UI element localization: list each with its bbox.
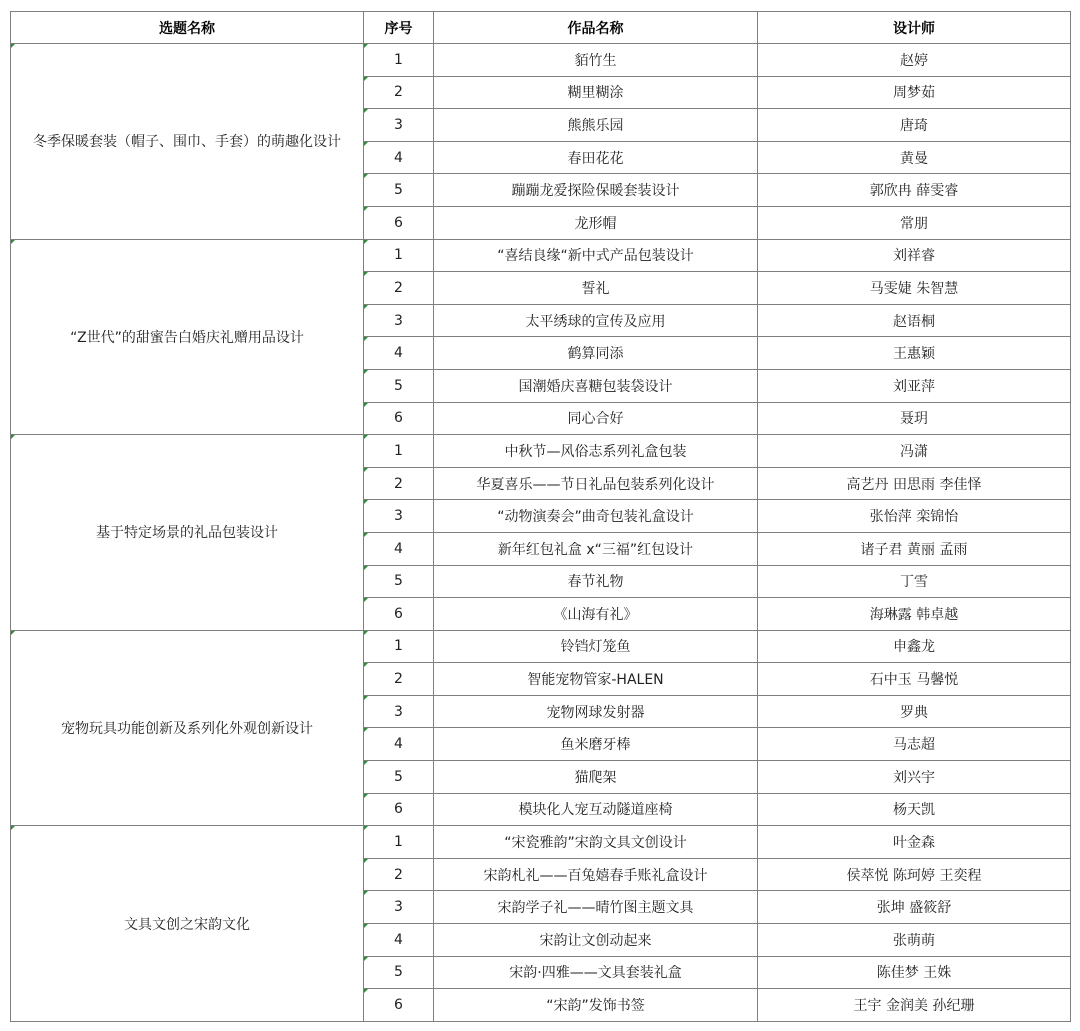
designer-cell: 陈佳梦 王姝 <box>758 956 1071 989</box>
number-cell: 1 <box>364 44 434 77</box>
work-name-cell: 熊熊乐园 <box>434 109 758 142</box>
designer-cell: 聂玥 <box>758 402 1071 435</box>
designer-cell: 张萌萌 <box>758 924 1071 957</box>
number-cell: 4 <box>364 728 434 761</box>
number-cell: 1 <box>364 239 434 272</box>
designer-cell: 叶金森 <box>758 826 1071 859</box>
designer-cell: 常朋 <box>758 206 1071 239</box>
number-cell: 2 <box>364 76 434 109</box>
work-name-cell: 宋韵学子礼——晴竹图主题文具 <box>434 891 758 924</box>
work-name-cell: “动物演奏会”曲奇包装礼盒设计 <box>434 500 758 533</box>
work-name-cell: 同心合好 <box>434 402 758 435</box>
header-row <box>11 12 1071 44</box>
number-cell: 6 <box>364 989 434 1022</box>
designer-cell: 黄曼 <box>758 141 1071 174</box>
table-row <box>11 44 1071 77</box>
header-number: 序号 <box>364 12 434 44</box>
number-cell: 2 <box>364 272 434 305</box>
number-cell: 3 <box>364 109 434 142</box>
topic-cell: 文具文创之宋韵文化 <box>11 826 364 1022</box>
designer-cell: 申鑫龙 <box>758 630 1071 663</box>
work-name-cell: 新年红包礼盒 x“三福”红包设计 <box>434 532 758 565</box>
number-cell: 5 <box>364 956 434 989</box>
number-cell: 3 <box>364 891 434 924</box>
designer-cell: 刘亚萍 <box>758 369 1071 402</box>
number-cell: 5 <box>364 369 434 402</box>
work-name-cell: 猫爬架 <box>434 761 758 794</box>
work-name-cell: 铃铛灯笼鱼 <box>434 630 758 663</box>
number-cell: 2 <box>364 858 434 891</box>
number-cell: 1 <box>364 630 434 663</box>
number-cell: 5 <box>364 761 434 794</box>
number-cell: 5 <box>364 565 434 598</box>
work-name-cell: 宋韵札礼——百兔嬉春手账礼盒设计 <box>434 858 758 891</box>
work-name-cell: 誓礼 <box>434 272 758 305</box>
number-cell: 3 <box>364 304 434 337</box>
work-name-cell: 宋韵·四雅——文具套装礼盒 <box>434 956 758 989</box>
header-topic: 选题名称 <box>11 12 364 44</box>
header-designer: 设计师 <box>758 12 1071 44</box>
designer-cell: 周梦茹 <box>758 76 1071 109</box>
designer-cell: 张坤 盛筱舒 <box>758 891 1071 924</box>
work-name-cell: 宠物网球发射器 <box>434 695 758 728</box>
work-name-cell: 貊竹生 <box>434 44 758 77</box>
number-cell: 3 <box>364 695 434 728</box>
topic-cell: “Z世代”的甜蜜告白婚庆礼赠用品设计 <box>11 239 364 435</box>
designer-cell: 杨天凯 <box>758 793 1071 826</box>
table-row <box>11 435 1071 468</box>
number-cell: 4 <box>364 337 434 370</box>
work-name-cell: 糊里糊涂 <box>434 76 758 109</box>
work-name-cell: 龙形帽 <box>434 206 758 239</box>
table-row <box>11 630 1071 663</box>
designer-cell: 马雯婕 朱智慧 <box>758 272 1071 305</box>
number-cell: 2 <box>364 663 434 696</box>
designer-cell: 刘兴宇 <box>758 761 1071 794</box>
table-row <box>11 239 1071 272</box>
number-cell: 4 <box>364 924 434 957</box>
number-cell: 2 <box>364 467 434 500</box>
works-table <box>10 11 1071 1022</box>
designer-cell: 海琳露 韩卓越 <box>758 598 1071 631</box>
designer-cell: 郭欣冉 薛雯睿 <box>758 174 1071 207</box>
work-name-cell: 模块化人宠互动隧道座椅 <box>434 793 758 826</box>
topic-cell: 冬季保暖套装（帽子、围巾、手套）的萌趣化设计 <box>11 44 364 240</box>
topic-cell: 宠物玩具功能创新及系列化外观创新设计 <box>11 630 364 826</box>
designer-cell: 罗典 <box>758 695 1071 728</box>
designer-cell: 唐琦 <box>758 109 1071 142</box>
table-row <box>11 826 1071 859</box>
number-cell: 3 <box>364 500 434 533</box>
number-cell: 4 <box>364 532 434 565</box>
designer-cell: 马志超 <box>758 728 1071 761</box>
work-name-cell: 《山海有礼》 <box>434 598 758 631</box>
number-cell: 5 <box>364 174 434 207</box>
table-header <box>11 12 1071 44</box>
designer-cell: 王宇 金润美 孙纪珊 <box>758 989 1071 1022</box>
designer-cell: 张怡萍 栾锦怡 <box>758 500 1071 533</box>
number-cell: 4 <box>364 141 434 174</box>
designer-cell: 侯萃悦 陈珂婷 王奕程 <box>758 858 1071 891</box>
number-cell: 1 <box>364 826 434 859</box>
designer-cell: 王惠颖 <box>758 337 1071 370</box>
work-name-cell: 蹦蹦龙爱探险保暖套装设计 <box>434 174 758 207</box>
work-name-cell: 鱼米磨牙棒 <box>434 728 758 761</box>
designer-cell: 冯潇 <box>758 435 1071 468</box>
number-cell: 6 <box>364 206 434 239</box>
designer-cell: 高艺丹 田思雨 李佳怿 <box>758 467 1071 500</box>
designer-cell: 赵婷 <box>758 44 1071 77</box>
designer-cell: 丁雪 <box>758 565 1071 598</box>
header-work-name: 作品名称 <box>434 12 758 44</box>
number-cell: 6 <box>364 402 434 435</box>
topic-cell: 基于特定场景的礼品包装设计 <box>11 435 364 631</box>
table-body <box>11 44 1071 1022</box>
number-cell: 1 <box>364 435 434 468</box>
work-name-cell: 太平绣球的宣传及应用 <box>434 304 758 337</box>
work-name-cell: 春节礼物 <box>434 565 758 598</box>
number-cell: 6 <box>364 598 434 631</box>
number-cell: 6 <box>364 793 434 826</box>
work-name-cell: 宋韵让文创动起来 <box>434 924 758 957</box>
work-name-cell: 春田花花 <box>434 141 758 174</box>
designer-cell: 石中玉 马馨悦 <box>758 663 1071 696</box>
work-name-cell: “宋韵”发饰书签 <box>434 989 758 1022</box>
designer-cell: 刘祥睿 <box>758 239 1071 272</box>
designer-cell: 赵语桐 <box>758 304 1071 337</box>
work-name-cell: 智能宠物管家-HALEN <box>434 663 758 696</box>
work-name-cell: “喜结良缘“新中式产品包装设计 <box>434 239 758 272</box>
work-name-cell: 中秋节—风俗志系列礼盒包装 <box>434 435 758 468</box>
work-name-cell: 华夏喜乐——节日礼品包装系列化设计 <box>434 467 758 500</box>
designer-cell: 诸子君 黄丽 孟雨 <box>758 532 1071 565</box>
work-name-cell: “宋瓷雅韵”宋韵文具文创设计 <box>434 826 758 859</box>
work-name-cell: 国潮婚庆喜糖包装袋设计 <box>434 369 758 402</box>
work-name-cell: 鹤算同添 <box>434 337 758 370</box>
